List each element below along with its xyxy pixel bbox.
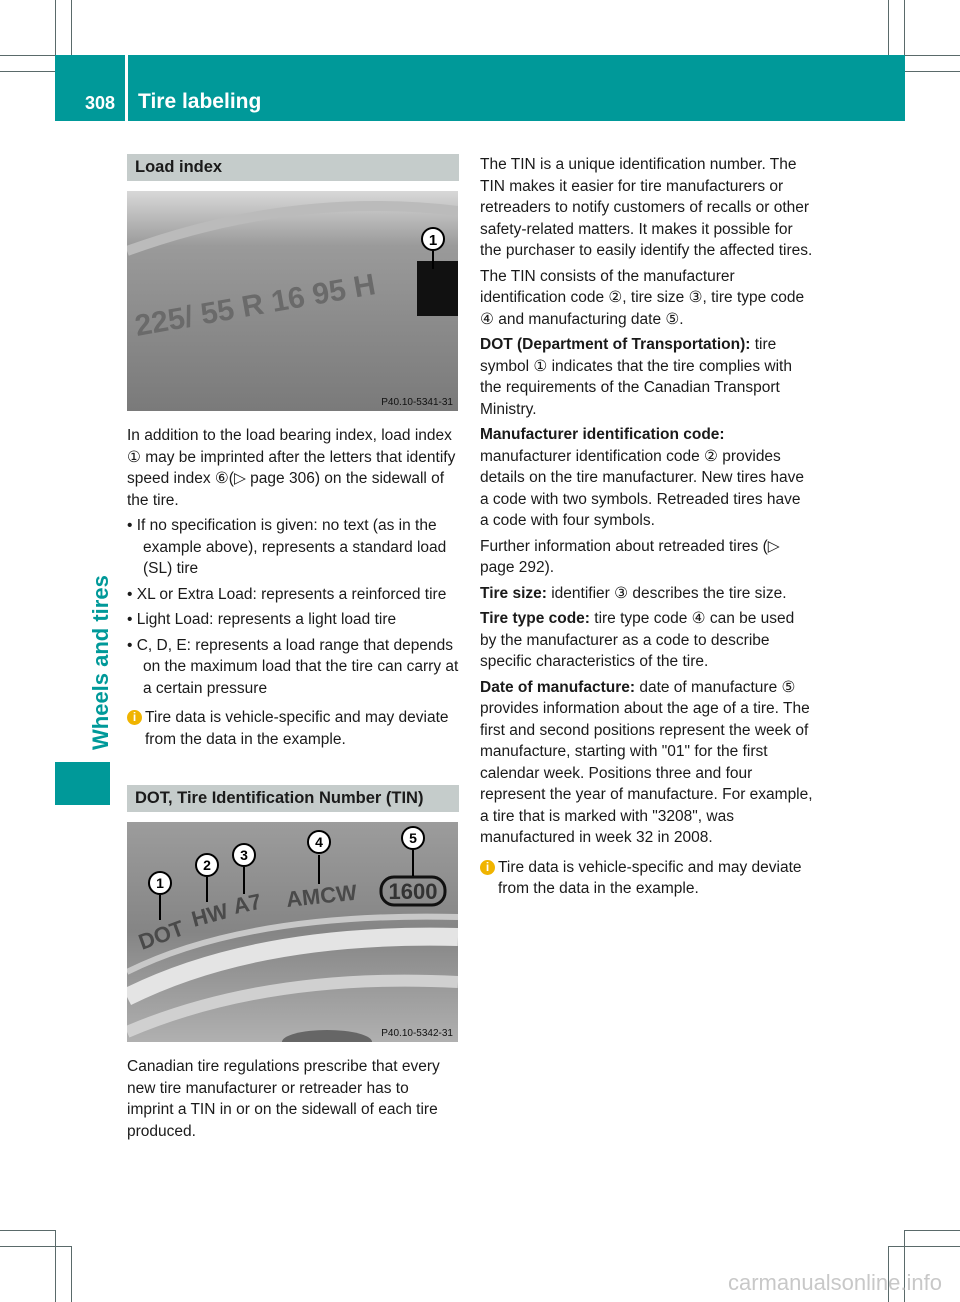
svg-text:5: 5 bbox=[409, 830, 417, 846]
crop-mark bbox=[0, 1246, 71, 1247]
svg-text:1: 1 bbox=[156, 875, 164, 891]
info-icon: i bbox=[480, 860, 495, 875]
side-tab-marker bbox=[55, 762, 110, 805]
list-item: • C, D, E: represents a load range that depends on the maximum load that the tire can carry at a certain pressure bbox=[127, 635, 459, 700]
paragraph: The TIN is a unique identification number. The TIN makes it easier for tire manufacturers or retreaders to notify customers of recalls or other safety-related matters. It makes it possible for the purchaser to easily identify the affected tires. bbox=[480, 156, 813, 259]
load-index-figure bbox=[127, 191, 458, 411]
list-item: • XL or Extra Load: represents a reinforced tire bbox=[127, 584, 459, 606]
figure-code: P40.10-5342-31 bbox=[381, 1028, 453, 1039]
side-tab-label: Wheels and tires bbox=[88, 575, 113, 750]
svg-text:4: 4 bbox=[315, 834, 323, 850]
section-heading-tin: DOT, Tire Identification Number (TIN) bbox=[127, 785, 459, 812]
paragraph-dot: DOT (Department of Transportation): tire symbol ① indicates that the tire complies with the requirements of the Canadian Transport Ministry. bbox=[480, 336, 792, 418]
paragraph-tire-type: Tire type code: tire type code ④ can be used by the manufacturer as a code to describe specific characteristics of the tire. bbox=[480, 610, 795, 670]
figure-code: P40.10-5341-31 bbox=[381, 397, 453, 408]
svg-text:1600: 1600 bbox=[388, 879, 438, 904]
svg-text:AMCW: AMCW bbox=[284, 879, 359, 912]
crop-mark bbox=[888, 1246, 960, 1247]
tin-figure bbox=[127, 822, 458, 1042]
info-note: i Tire data is vehicle-specific and may deviate from the data in the example. bbox=[480, 857, 813, 900]
crop-mark bbox=[0, 1230, 55, 1231]
paragraph-tire-size: Tire size: identifier ③ describes the tire size. bbox=[480, 584, 787, 602]
info-note: i Tire data is vehicle-specific and may deviate from the data in the example. bbox=[127, 707, 459, 750]
paragraph-date: Date of manufacture: date of manufacture ⑤ provides information about the age of a tire. The first and second positions represent the week of manufacture, starting with "01" for the first calendar week. Positions three and four represent the year of manufacture. For example, a tire that is marked with "3208", was manufactured in week 32 in 2008. bbox=[480, 678, 813, 846]
load-index-intro: In addition to the load bearing index, load index ① may be imprinted after the letters that identify speed index ⑥(▷ page 306) on the sidewall of the tire. bbox=[127, 427, 456, 509]
crop-mark bbox=[0, 71, 55, 72]
tin-text: Canadian tire regulations prescribe that every new tire manufacturer or retreader has to imprint a TIN in or on the sidewall of each tire produced. bbox=[127, 1058, 440, 1140]
crop-mark bbox=[905, 55, 960, 56]
svg-text:DOT: DOT bbox=[135, 915, 188, 955]
crop-mark bbox=[71, 1246, 72, 1302]
crop-mark bbox=[55, 0, 56, 55]
paragraph: Further information about retreaded tires (▷ page 292). bbox=[480, 537, 780, 576]
right-column bbox=[480, 154, 813, 900]
list-item: • Light Load: represents a light load tire bbox=[127, 609, 459, 631]
svg-text:A7: A7 bbox=[230, 888, 264, 919]
svg-text:3: 3 bbox=[240, 847, 248, 863]
crop-mark bbox=[888, 0, 889, 55]
crop-mark bbox=[904, 1230, 960, 1231]
svg-text:HW: HW bbox=[188, 898, 231, 932]
tire-size-marking: 225/ 55 R 16 95 H bbox=[132, 268, 379, 343]
paragraph: The TIN consists of the manufacturer identification code ②, tire size ③, tire type code ④ and manufacturing date ⑤. bbox=[480, 267, 805, 328]
page-title: Tire labeling bbox=[128, 55, 905, 121]
crop-mark bbox=[904, 0, 905, 55]
paragraph-manufacturer: Manufacturer identification code: manufacturer identification code ② provides details on the tire manufacturer. New tires have a code with two symbols. Retreaded tires have a code with four symbols. bbox=[480, 426, 804, 529]
crop-mark bbox=[0, 55, 55, 56]
page-number: 308 bbox=[55, 55, 125, 121]
crop-mark bbox=[71, 0, 72, 55]
watermark: carmanualsonline.info bbox=[727, 1270, 942, 1295]
list-item: • If no specification is given: no text (as in the example above), represents a standard load (SL) tire bbox=[127, 515, 459, 580]
section-heading-load-index: Load index bbox=[127, 154, 459, 181]
crop-mark bbox=[905, 71, 960, 72]
svg-text:2: 2 bbox=[203, 857, 211, 873]
info-icon: i bbox=[127, 710, 142, 725]
left-column bbox=[127, 154, 459, 1146]
svg-text:1: 1 bbox=[428, 232, 438, 249]
crop-mark bbox=[55, 1230, 56, 1302]
